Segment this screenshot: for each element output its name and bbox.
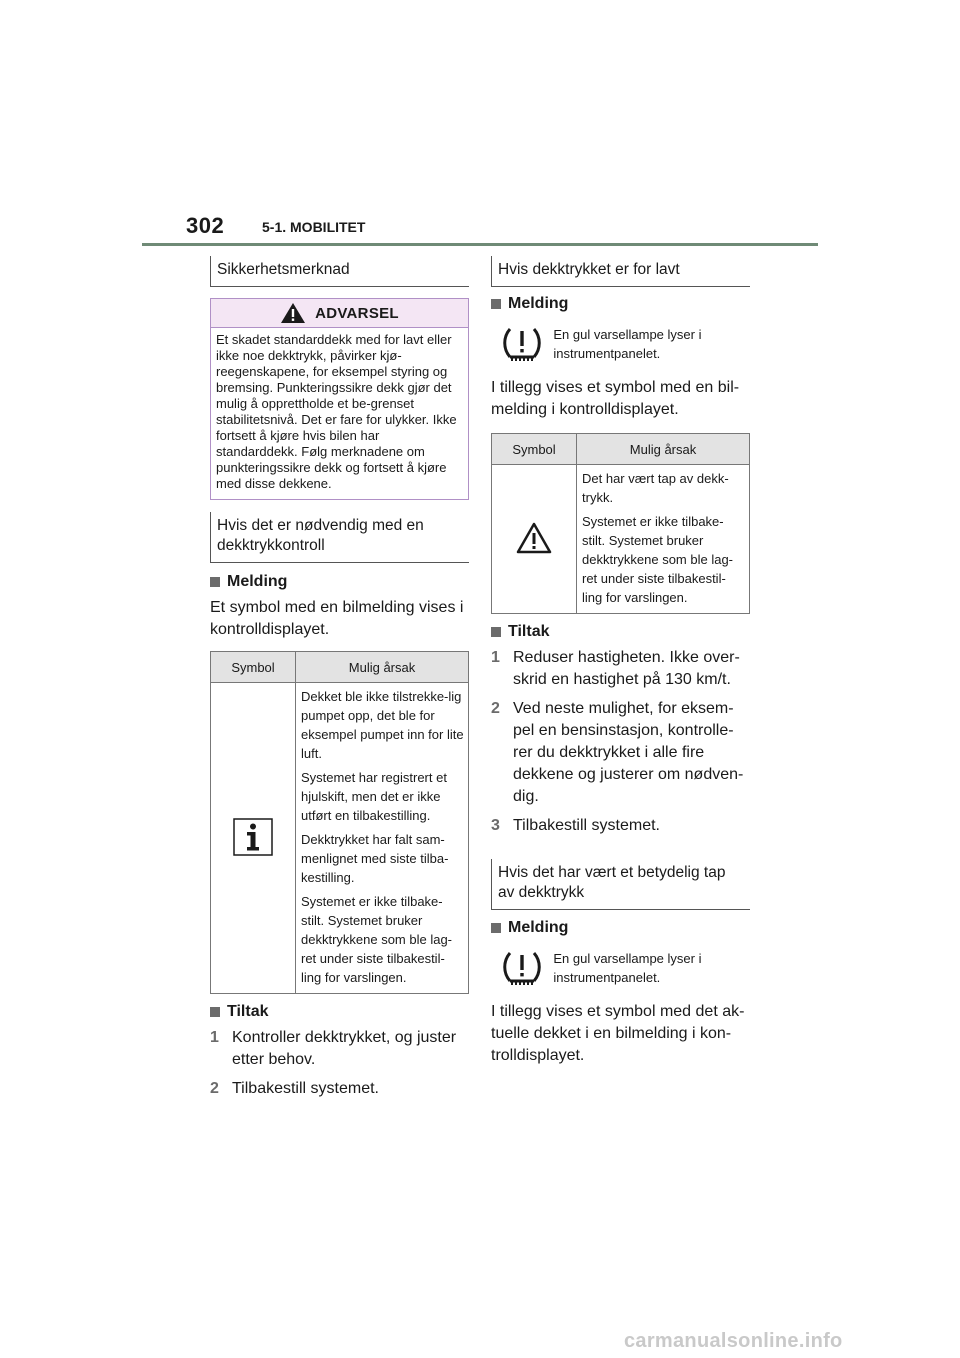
message-text: Et symbol med en bilmelding vises i kontrolldisplayet. bbox=[210, 599, 464, 638]
reason-item: Systemet er ikke tilbake-stilt. Systemet bruker dekktrykkene som ble lag-ret under siste tilbakestil-ling for varslingen. bbox=[301, 894, 453, 985]
col-symbol: Symbol bbox=[211, 652, 296, 683]
header-rule bbox=[142, 243, 818, 246]
lamp-row bbox=[491, 325, 750, 363]
reason-item: Dekket ble ikke tilstrekke-lig pumpet opp, det ble for eksempel pumpet inn for lite luft. bbox=[301, 689, 464, 761]
col-cause: Mulig årsak bbox=[296, 652, 469, 683]
symbol-table bbox=[491, 433, 750, 614]
page-number: 302 bbox=[186, 213, 225, 238]
action-item: 2 Tilbakestill systemet. bbox=[210, 1080, 379, 1097]
message-heading: Melding bbox=[210, 573, 469, 591]
action-item: 1 Reduser hastigheten. Ikke over-skrid en hastighet på 130 km/t. bbox=[491, 649, 740, 688]
action-item: 1 Kontroller dekktrykket, og juster etter behov. bbox=[210, 1029, 457, 1068]
warning-triangle-icon bbox=[516, 522, 552, 554]
symbol-cell bbox=[492, 465, 577, 614]
reason-cell bbox=[577, 465, 750, 614]
action-heading: Tiltak bbox=[210, 1003, 469, 1021]
symbol-table bbox=[210, 651, 469, 994]
check-heading: Hvis det er nødvendig med en dekktrykkontroll bbox=[210, 512, 469, 563]
lamp-text: En gul varsellampe lyser i instrumentpanelet. bbox=[553, 327, 702, 361]
symbol-cell bbox=[211, 683, 296, 994]
warning-text: Et skadet standarddekk med for lavt eller ikke noe dekktrykk, påvirker kjø-reegenskapene, for eksempel styring og bremsing. Punkteringssikre dekk gjør det mulig å opprettholde et be-grenset stabilitetsnivå. Det er fare for ulykker. Ikke fortsett å kjøre hvis bilen har standarddekk. Følg merknadene om punkteringssikre dekk og fortsett å kjøre med disse dekkene. bbox=[216, 332, 457, 491]
warning-box bbox=[210, 298, 469, 500]
warning-triangle-icon bbox=[280, 302, 306, 324]
action-item: 3 Tilbakestill systemet. bbox=[491, 817, 660, 834]
left-column bbox=[210, 256, 469, 1107]
right-column bbox=[491, 256, 750, 1075]
warning-label: ADVARSEL bbox=[315, 304, 399, 322]
reason-item: Det har vært tap av dekk-trykk. bbox=[582, 471, 729, 505]
action-item: 2 Ved neste mulighet, for eksem-pel en bensinstasjon, kontrolle-rer du dekktrykket i alle fire dekkene og justerer om nødven-dig. bbox=[491, 700, 744, 805]
info-icon bbox=[233, 818, 273, 856]
tire-pressure-warning-icon bbox=[491, 949, 553, 987]
bullet-square bbox=[210, 1007, 220, 1017]
bullet-square bbox=[210, 577, 220, 587]
message-text: I tillegg vises et symbol med det ak-tuelle dekket i en bilmelding i kon-trolldisplayet. bbox=[491, 1003, 745, 1064]
bullet-square bbox=[491, 299, 501, 309]
loss-heading: Hvis det har vært et betydelig tap av dekktrykk bbox=[491, 859, 750, 910]
safety-heading: Sikkerhetsmerknad bbox=[210, 256, 469, 287]
message-heading: Melding bbox=[491, 919, 750, 937]
watermark: carmanualsonline.info bbox=[624, 1330, 843, 1352]
reason-cell bbox=[296, 683, 469, 994]
reason-item: Dekktrykket har falt sam-menlignet med siste tilba-kestilling. bbox=[301, 832, 449, 885]
bullet-square bbox=[491, 923, 501, 933]
bullet-square bbox=[491, 627, 501, 637]
chapter-title: 5-1. MOBILITET bbox=[262, 219, 366, 235]
reason-item: Systemet er ikke tilbake-stilt. Systemet bruker dekktrykkene som ble lag-ret under siste tilbakestil-ling for varslingen. bbox=[582, 514, 734, 605]
reason-item: Systemet har registrert et hjulskift, men det er ikke utført en tilbakestilling. bbox=[301, 770, 447, 823]
lamp-text: En gul varsellampe lyser i instrumentpanelet. bbox=[553, 951, 702, 985]
action-list bbox=[491, 647, 750, 837]
lamp-row bbox=[491, 949, 750, 987]
warning-header bbox=[211, 299, 468, 328]
message-text: I tillegg vises et symbol med en bil-melding i kontrolldisplayet. bbox=[491, 379, 740, 418]
message-heading: Melding bbox=[491, 295, 750, 313]
col-cause: Mulig årsak bbox=[577, 434, 750, 465]
action-list bbox=[210, 1027, 469, 1100]
low-pressure-heading: Hvis dekktrykket er for lavt bbox=[491, 256, 750, 287]
tire-pressure-warning-icon bbox=[491, 325, 553, 363]
action-heading: Tiltak bbox=[491, 623, 750, 641]
col-symbol: Symbol bbox=[492, 434, 577, 465]
